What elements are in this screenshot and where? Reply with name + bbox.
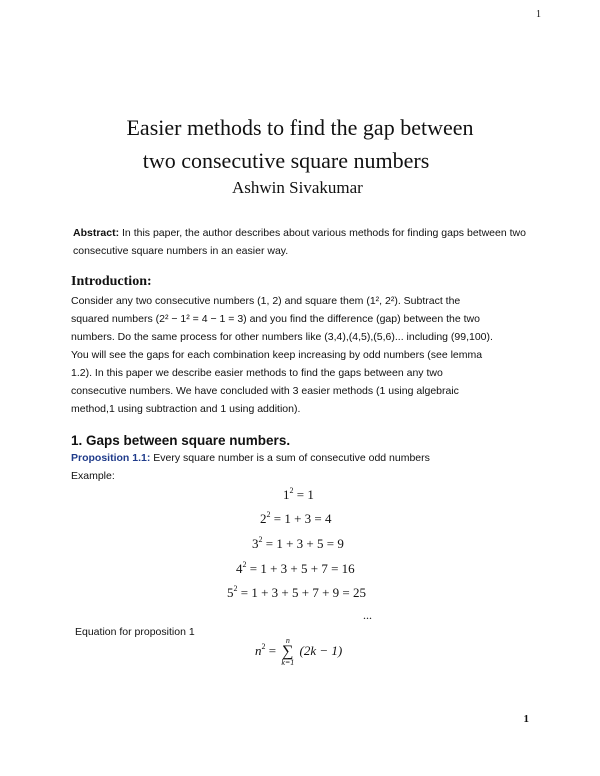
- introduction-body: [71, 292, 531, 418]
- equation-label: Equation for proposition 1: [75, 626, 195, 638]
- proposition-text: Every square number is a sum of consecutive odd numbers: [150, 452, 430, 464]
- proposition-label: Proposition 1.1:: [71, 452, 151, 464]
- page-number-footer: 1: [523, 713, 529, 725]
- intro-line: numbers. Do the same process for other numbers like (3,4),(4,5),(5,6)... including (99,100).: [71, 331, 493, 343]
- intro-line: Consider any two consecutive numbers (1, 2) and square them (1², 2²). Subtract the: [71, 295, 461, 307]
- intro-line: consecutive numbers. We have concluded with 3 easier methods (1 using algebraic: [71, 385, 459, 397]
- summation-equation: $n^2$ = n ∑ k=1 (2k − 1): [255, 636, 343, 667]
- intro-line: method,1 using subtraction and 1 using addition).: [71, 403, 301, 415]
- abstract-label: Abstract:: [73, 227, 120, 239]
- example-label: Example:: [71, 470, 115, 482]
- equation-row: $5^2 = 1 + 3 + 5 + 7 + 9 = 25$: [227, 584, 366, 600]
- equation-ellipsis: ...: [363, 608, 372, 622]
- page-number-header: 1: [536, 9, 541, 20]
- sigma-symbol: n ∑ k=1: [281, 636, 295, 667]
- equation-row: $2^2 = 1 + 3 = 4$: [260, 510, 332, 526]
- intro-line: squared numbers (2² − 1² = 4 − 1 = 3) and you find the difference (gap) between the two: [71, 313, 480, 325]
- paper-title-line-2: two consecutive square numbers: [142, 148, 430, 173]
- proposition-1-1: [71, 452, 430, 464]
- equation-row: $4^2 = 1 + 3 + 5 + 7 = 16$: [236, 560, 355, 576]
- abstract: [73, 224, 533, 260]
- equation-row: $3^2 = 1 + 3 + 5 = 9$: [252, 535, 344, 551]
- paper-title-line-1: Easier methods to find the gap between: [126, 115, 474, 140]
- intro-line: 1.2). In this paper we describe easier methods to find the gaps between any two: [71, 367, 443, 379]
- abstract-text: In this paper, the author describes about various methods for finding gaps between two consecutive square numbers in an easier way.: [73, 227, 526, 257]
- author-name: Ashwin Sivakumar: [232, 178, 363, 197]
- equation-row: $1^2 = 1$: [283, 486, 314, 502]
- introduction-heading: Introduction:: [71, 274, 152, 289]
- section-1-heading: 1. Gaps between square numbers.: [71, 433, 291, 448]
- intro-line: You will see the gaps for each combination keep increasing by odd numbers (see lemma: [71, 349, 483, 361]
